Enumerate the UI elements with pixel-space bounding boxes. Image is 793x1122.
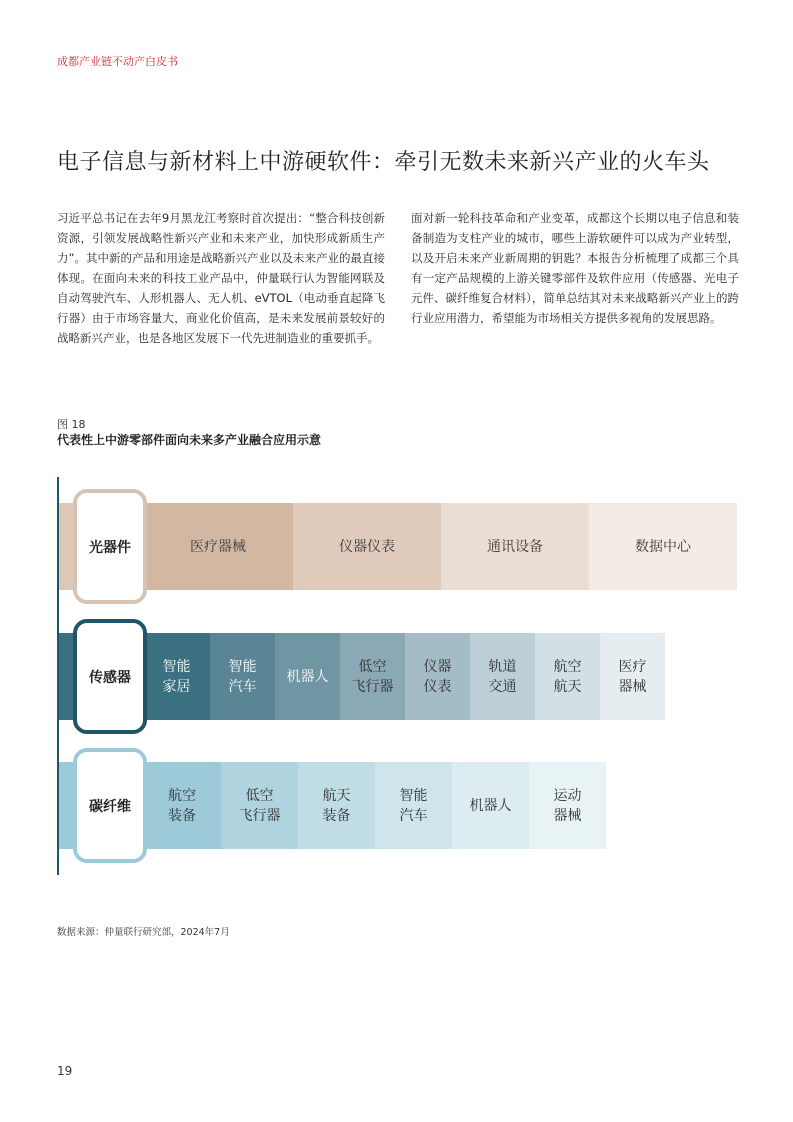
application-cell: 仪器仪表 xyxy=(293,503,441,590)
application-cell: 航空 装备 xyxy=(143,762,221,849)
report-header-tag: 成都产业链不动产白皮书 xyxy=(57,55,178,68)
page-number: 19 xyxy=(57,1064,73,1078)
application-cell: 仪器 仪表 xyxy=(405,633,470,720)
application-cell: 航空 航天 xyxy=(535,633,600,720)
application-cell: 机器人 xyxy=(275,633,340,720)
component-badge: 碳纤维 xyxy=(73,748,147,863)
page-title: 电子信息与新材料上中游硬软件：牵引无数未来新兴产业的火车头 xyxy=(57,150,710,175)
application-cell: 医疗器械 xyxy=(143,503,293,590)
component-badge: 传感器 xyxy=(73,619,147,734)
application-cell: 智能 汽车 xyxy=(375,762,452,849)
application-cell: 低空 飞行器 xyxy=(340,633,405,720)
application-cell: 低空 飞行器 xyxy=(221,762,298,849)
application-cell: 机器人 xyxy=(452,762,529,849)
application-cell: 轨道 交通 xyxy=(470,633,535,720)
application-cell: 智能 家居 xyxy=(143,633,210,720)
application-cell: 航天 装备 xyxy=(298,762,375,849)
body-text-right: 面对新一轮科技革命和产业变革，成都这个长期以电子信息和装备制造为支柱产业的城市，哪些上游软硬件可以成为产业转型，以及开启未来产业新周期的钥匙？本报告分析梳理了成都三个具有一定产品规模的上游关键零部件及软件应用（传感器、光电子元件、碳纤维复合材料），简单总结其对未来战略新兴产业上的跨行业应用潜力，希望能为市场相关方提供多视角的发展思路。 xyxy=(411,211,739,325)
figure-label: 图 18 xyxy=(57,418,86,431)
application-cell: 医疗 器械 xyxy=(600,633,665,720)
component-badge: 光器件 xyxy=(73,489,147,604)
data-source-note: 数据来源：仲量联行研究部，2024年7月 xyxy=(57,927,230,938)
body-text-left: 习近平总书记在去年9月黑龙江考察时首次提出：“整合科技创新资源，引领发展战略性新兴产业和未来产业，加快形成新质生产力”。其中新的产品和用途是战略新兴产业以及未来产业的最直接体现。在面向未来的科技工业产品中，仲量联行认为智能网联及自动驾驶汽车、人形机器人、无人机、eVTOL（电动垂直起降飞行器）由于市场容量大，商业化价值高，是未来发展前景较好的战略新兴产业，也是各地区发展下一代先进制造业的重要抓手。 xyxy=(57,211,385,345)
application-cell: 通讯设备 xyxy=(441,503,589,590)
application-cell: 数据中心 xyxy=(589,503,737,590)
application-cell: 智能 汽车 xyxy=(210,633,275,720)
figure-title: 代表性上中游零部件面向未来多产业融合应用示意 xyxy=(57,433,322,447)
application-cell: 运动 器械 xyxy=(529,762,606,849)
